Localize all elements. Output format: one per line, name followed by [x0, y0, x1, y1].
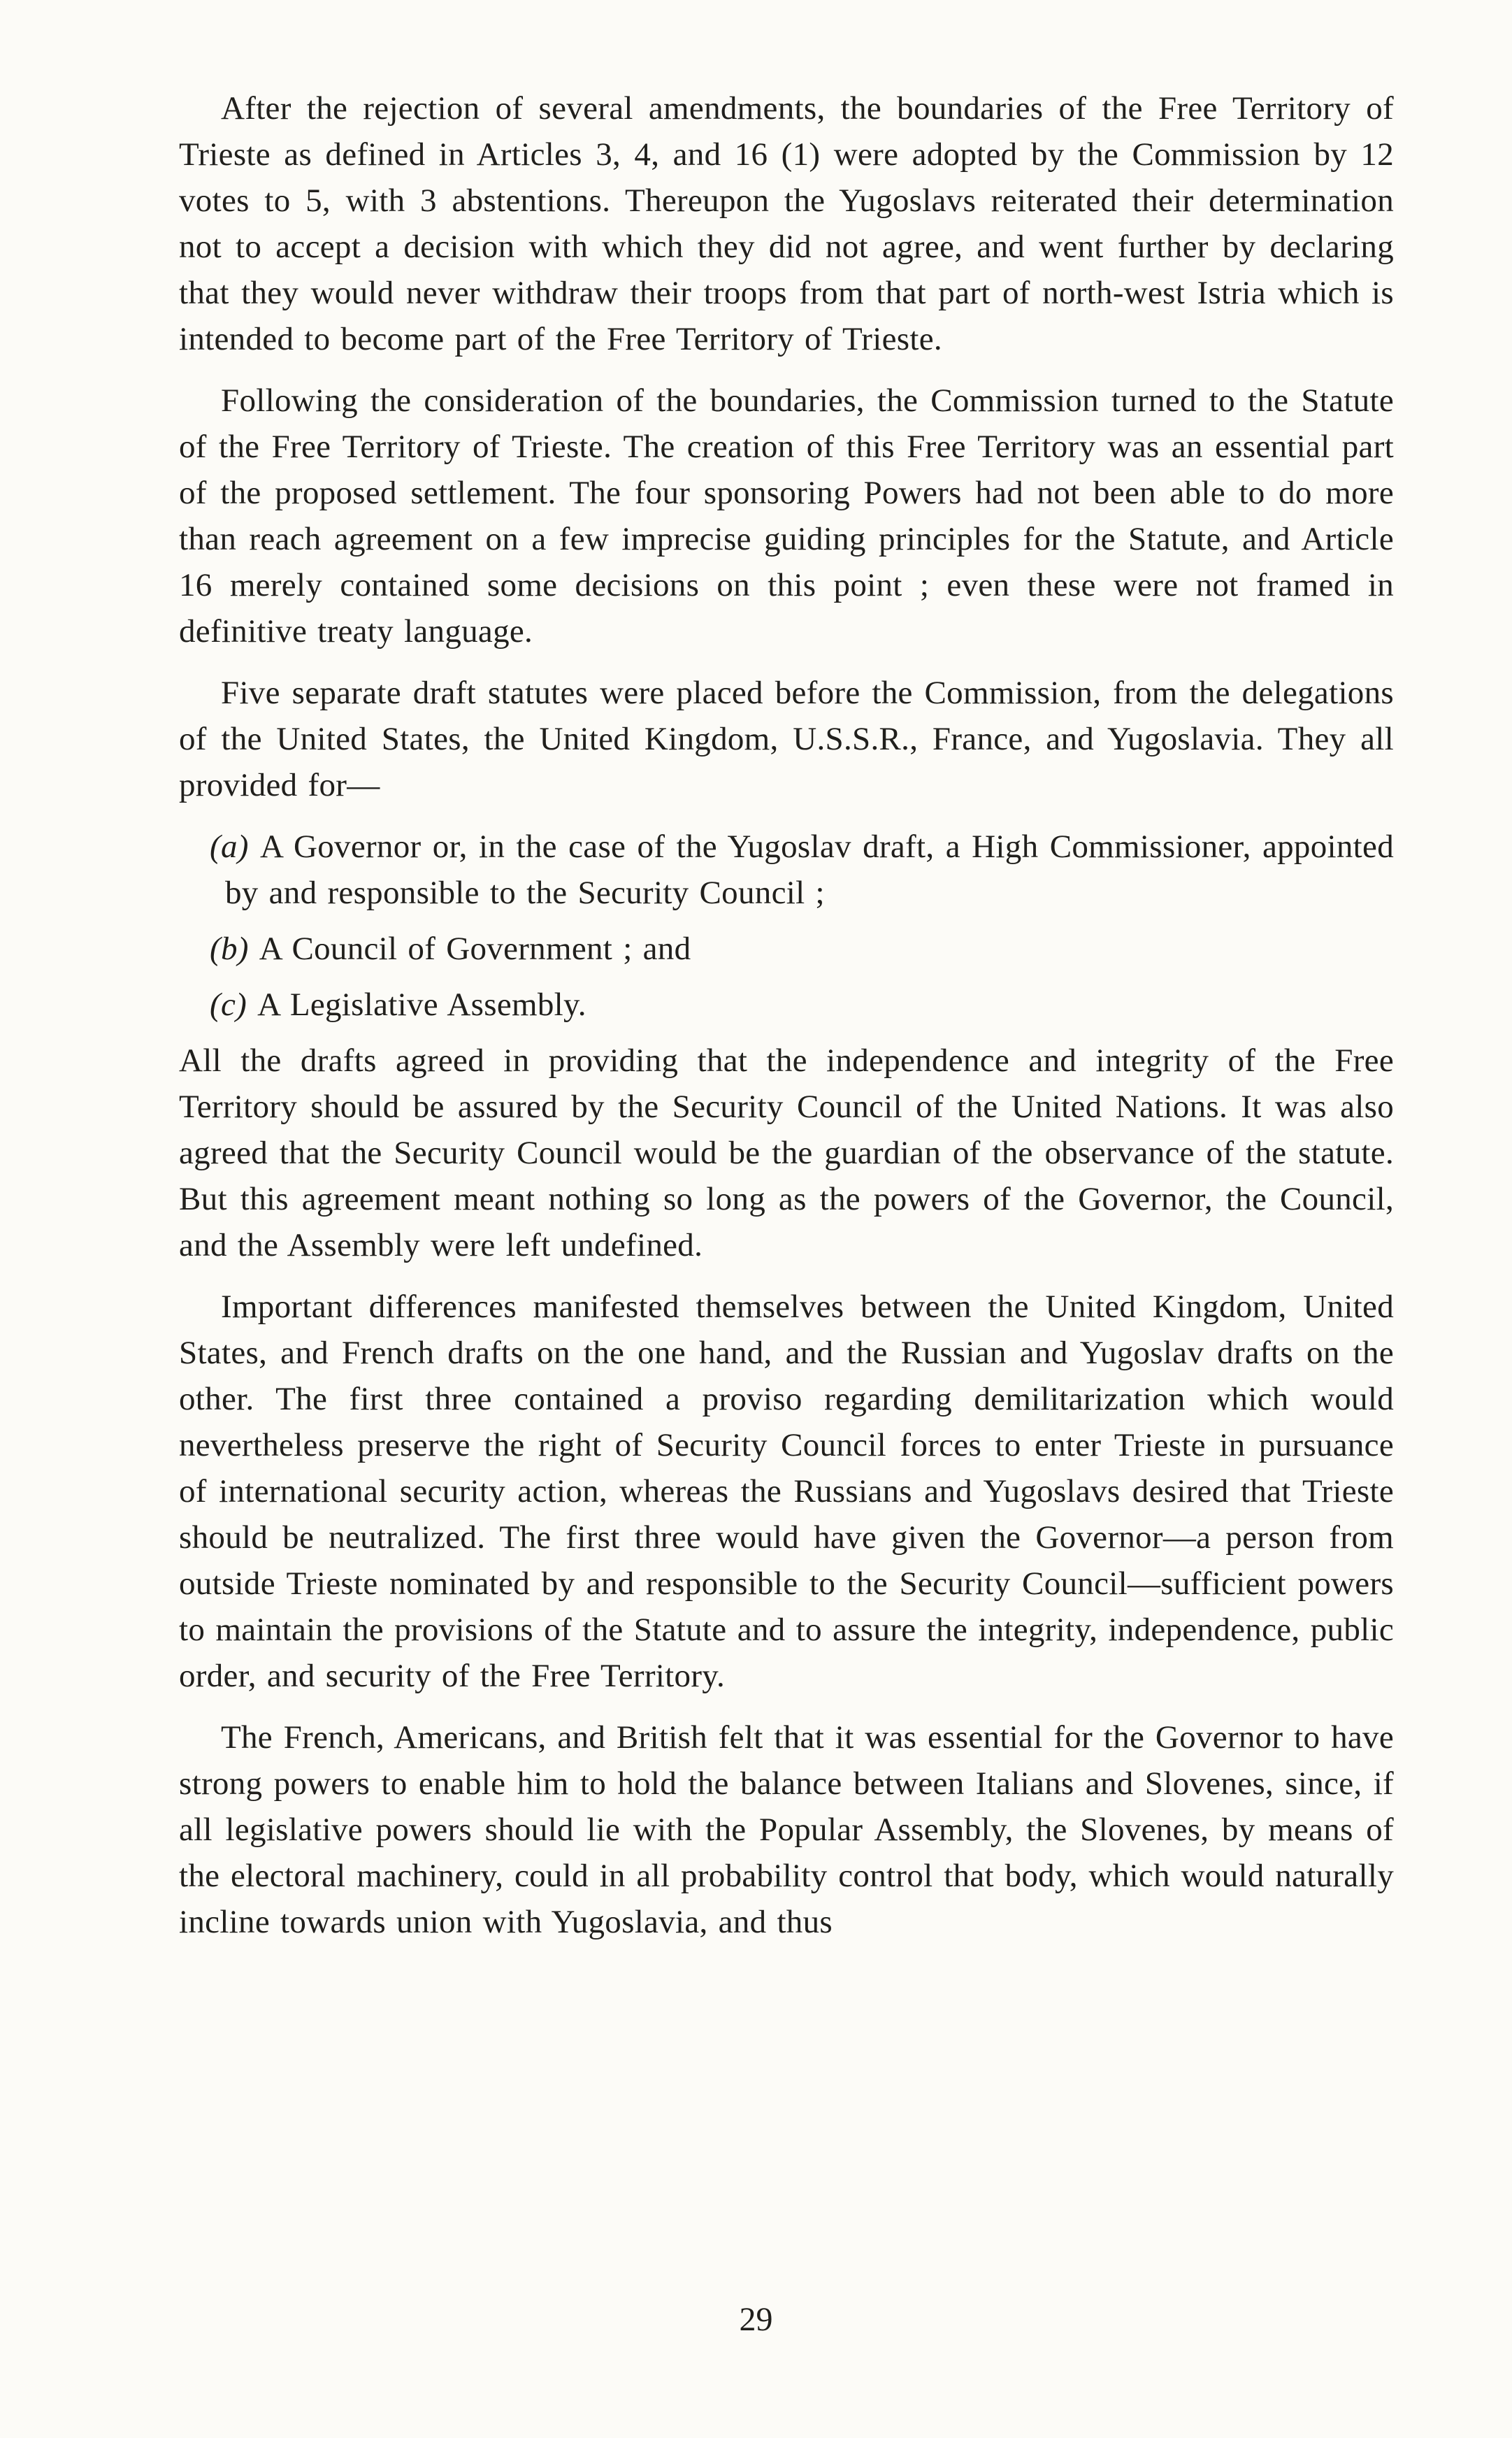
- paragraph: Five separate draft statutes were placed before the Commission, from the delegations of the United States, the United Kingdom, U.S.S.R., France, and Yugoslavia. They all provided for—: [179, 675, 1394, 803]
- paragraph: The French, Americans, and British felt that it was essential for the Governor to have strong powers to enable him to hold the balance between Italians and Slovenes, since, if all legislative powers should lie with the Popular Assembly, the Slovenes, by means of the electoral machinery, could in all probability control that body, which would naturally incline towards union with Yugoslavia, and thus: [179, 1719, 1394, 1940]
- paragraph: After the rejection of several amendments, the boundaries of the Free Territory of Trieste as defined in Articles 3, 4, and 16 (1) were adopted by the Commission by 12 votes to 5, with 3 abstentions. Thereupon the Yugoslavs reiterated their determination not to accept a decision with which they did not agree, and went further by declaring that they would never withdraw their troops from that part of north-west Istria which is intended to become part of the Free Territory of Trieste.: [179, 90, 1394, 357]
- list-item: (b) A Council of Government ; and: [210, 931, 691, 967]
- paragraph: Following the consideration of the boundaries, the Commission turned to the Statute of the Free Territory of Trieste. The creation of this Free Territory was an essential part of the proposed settlement. The four sponsoring Powers had not been able to do more than reach agreement on a few imprecise guiding principles for the Statute, and Article 16 merely contained some decisions on this point ; even these were not framed in definitive treaty language.: [179, 382, 1394, 650]
- list-item-label: (c): [210, 987, 247, 1023]
- page-number: 29: [739, 2301, 773, 2338]
- list-item-label: (b): [210, 931, 249, 967]
- text-block: [179, 85, 1394, 1960]
- list-item-label: (a): [210, 829, 249, 865]
- list-item: (a) A Governor or, in the case of the Yugoslav draft, a High Commissioner, appointed by and responsible to the Security Council ;: [210, 829, 1394, 911]
- paragraph: All the drafts agreed in providing that the independence and integrity of the Free Territory should be assured by the Security Council of the United Nations. It was also agreed that the Security Council would be the guardian of the observance of the statute. But this agreement meant nothing so long as the powers of the Governor, the Council, and the Assembly were left undefined.: [179, 1042, 1394, 1263]
- paragraph: Important differences manifested themselves between the United Kingdom, United States, and French drafts on the one hand, and the Russian and Yugoslav drafts on the other. The first three contained a proviso regarding demilitarization which would nevertheless preserve the right of Security Council forces to enter Trieste in pursuance of international security action, whereas the Russians and Yugoslavs desired that Trieste should be neutralized. The first three would have given the Governor—a person from outside Trieste nominated by and responsible to the Security Council—sufficient powers to maintain the provisions of the Statute and to assure the integrity, independence, public order, and security of the Free Territory.: [179, 1289, 1394, 1694]
- list-item: (c) A Legislative Assembly.: [210, 987, 586, 1023]
